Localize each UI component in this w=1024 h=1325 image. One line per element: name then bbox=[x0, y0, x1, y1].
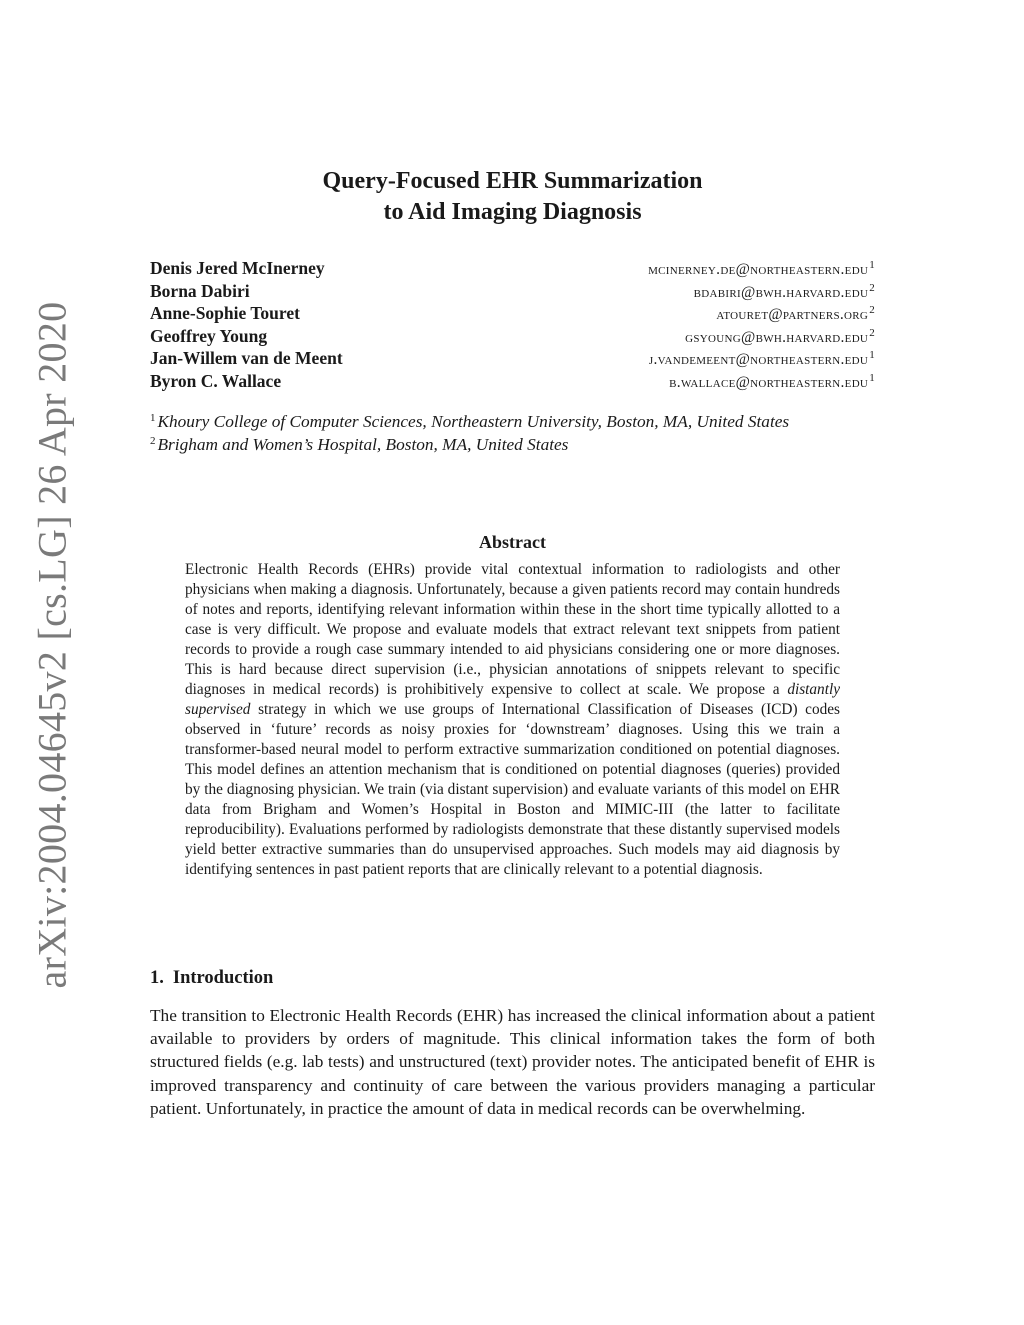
author-row bbox=[150, 302, 875, 325]
arxiv-identifier: arXiv:2004.04645v2 [cs.LG] 26 Apr 2020 bbox=[29, 301, 75, 989]
abstract-text bbox=[185, 560, 840, 880]
author-name: Borna Dabiri bbox=[150, 280, 250, 301]
author-name: Byron C. Wallace bbox=[150, 370, 282, 391]
author-email bbox=[694, 282, 875, 305]
email-text: atouret@partners.org bbox=[716, 306, 869, 324]
author-name: Anne-Sophie Touret bbox=[150, 303, 300, 324]
author-row bbox=[150, 370, 875, 393]
affiliation-mark: 2 bbox=[869, 281, 875, 294]
affiliation bbox=[150, 410, 880, 433]
affiliation-text: Brigham and Women’s Hospital, Boston, MA, United States bbox=[157, 435, 569, 454]
email-text: j.vandemeent@northeastern.edu bbox=[648, 351, 869, 369]
author-email bbox=[685, 327, 875, 350]
abstract-text-part: strategy in which we use groups of International Classification of Diseases (ICD) codes observed in ‘future’ records as noisy proxies for ‘downstream’ diagnoses. Using this we train a transformer-based neural model to perform extractive summarization conditioned on potential diagnoses. This model defines an attention mechanism that is conditioned on potential diagnoses (queries) provided by the diagnosing physician. We train (via distant supervision) and evaluate variants of this model on EHR data from Brigham and Women’s Hospital in Boston and MIMIC-III (the latter to facilitate reproducibility). Evaluations performed by radiologists demonstrate that these distantly supervised models yield better extractive summaries than do unsupervised approaches. Such models may aid diagnosis by identifying sentences in past patient reports that are clinically relevant to a potential diagnosis. bbox=[185, 701, 841, 878]
author-email bbox=[716, 304, 875, 327]
email-text: b.wallace@northeastern.edu bbox=[669, 373, 869, 391]
affiliation-mark: 1 bbox=[869, 371, 875, 384]
abstract-emphasis: distantly supervised bbox=[185, 681, 841, 718]
title-line-2: to Aid Imaging Diagnosis bbox=[383, 199, 642, 225]
author-name: Jan-Willem van de Meent bbox=[150, 348, 343, 369]
author-row bbox=[150, 280, 875, 303]
affiliation-mark: 1 bbox=[150, 412, 156, 424]
author-email bbox=[669, 372, 875, 395]
affiliation bbox=[150, 433, 880, 456]
author-row bbox=[150, 325, 875, 348]
section-number: 1. bbox=[150, 968, 164, 988]
affiliation-text: Khoury College of Computer Sciences, Northeastern University, Boston, MA, United States bbox=[157, 412, 790, 431]
author-email bbox=[649, 349, 875, 372]
email-text: gsyoung@bwh.harvard.edu bbox=[685, 328, 869, 346]
section-title: Introduction bbox=[172, 968, 274, 988]
author-row bbox=[150, 257, 875, 280]
abstract-text-part: Electronic Health Records (EHRs) provide vital contextual information to radiologists and other physicians when making a diagnosis. Unfortunately, because a given patients record may contain hundreds of notes and reports, identifying relevant information within these in the short time typically allotted to a case is very difficult. We propose and evaluate models that extract relevant text snippets from patient records to provide a rough case summary intended to aid physicians considering one or more diagnoses. This is hard because direct supervision (i.e., physician annotations of snippets relevant to specific diagnoses in medical records) is prohibitively expensive to collect at scale. We propose a bbox=[185, 561, 840, 698]
introduction-paragraph: The transition to Electronic Health Records (EHR) has increased the clinical information about a patient available to providers by orders of magnitude. This clinical information takes the form of both structured fields (e.g. lab tests) and unstructured (text) provider notes. The anticipated benefit of EHR is improved transparency and continuity of care between the various providers managing a particular patient. Unfortunately, in practice the amount of data in medical records can be overwhelming. bbox=[150, 1006, 875, 1118]
author-name: Geoffrey Young bbox=[150, 325, 268, 346]
email-text: bdabiri@bwh.harvard.edu bbox=[693, 283, 869, 301]
title-line-1: Query-Focused EHR Summarization bbox=[322, 168, 703, 194]
author-list bbox=[150, 257, 875, 393]
affiliation-mark: 1 bbox=[869, 349, 875, 362]
abstract-heading: Abstract bbox=[479, 532, 546, 552]
author-email bbox=[648, 259, 875, 282]
affiliation-mark: 2 bbox=[150, 435, 156, 447]
author-name: Denis Jered McInerney bbox=[150, 258, 325, 278]
author-row bbox=[150, 347, 875, 370]
email-text: mcinerney.de@northeastern.edu bbox=[648, 261, 869, 278]
affiliation-mark: 2 bbox=[869, 326, 875, 339]
paper-title bbox=[150, 166, 875, 228]
affiliation-list bbox=[150, 410, 880, 456]
section-heading-introduction bbox=[150, 968, 273, 989]
affiliation-mark: 1 bbox=[869, 259, 875, 271]
affiliation-mark: 2 bbox=[869, 304, 875, 317]
